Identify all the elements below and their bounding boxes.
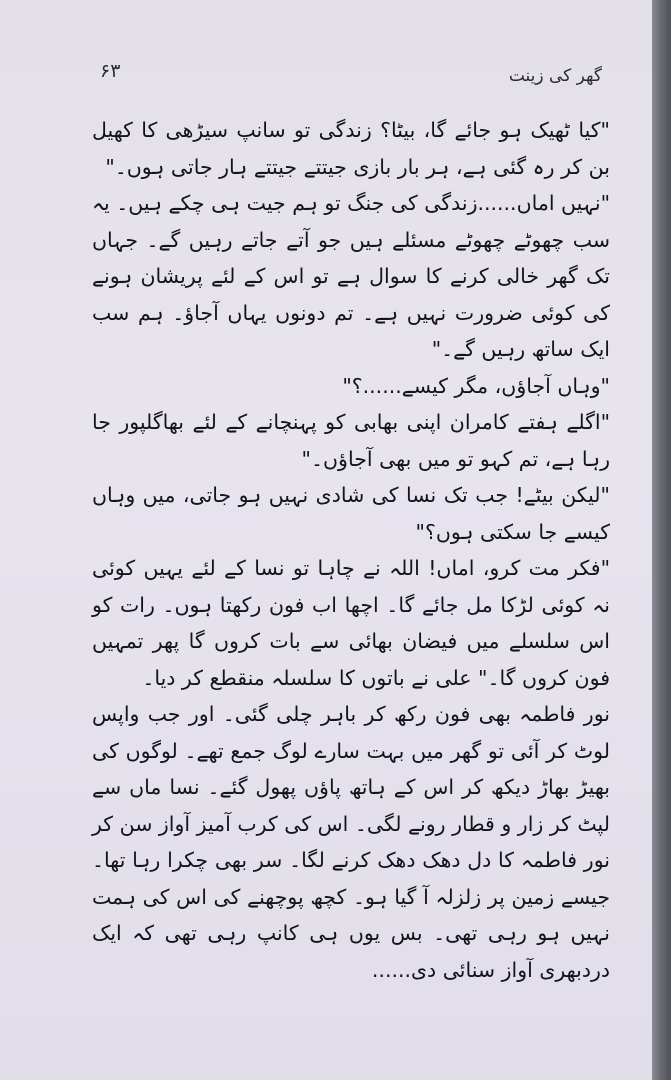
running-title: گھر کی زینت <box>508 66 602 86</box>
paragraph: "نہیں اماں......زندگی کی جنگ تو ہم جیت ہی چکے ہیں۔ یہ سب چھوٹے چھوٹے مسئلے ہیں جو آتے جاتے رہیں گے۔ جہاں تک گھر خالی کرنے کا سوال ہے تو اس کے لئے پریشان ہونے کی کوئی ضرورت نہیں ہے۔ تم دونوں یہاں آجاؤ۔ ہم سب ایک ساتھ رہیں گے۔" <box>91 191 610 361</box>
page-header <box>100 60 602 96</box>
page-number: ۶۳ <box>100 60 121 82</box>
paragraph: "کیا ٹھیک ہو جائے گا، بیٹا؟ زندگی تو سانپ سیڑھی کا کھیل بن کر رہ گئی ہے، ہر بار بازی جیتتے جیتتے ہار جاتی ہوں۔" <box>92 118 610 179</box>
paragraph: "وہاں آجاؤں، مگر کیسے......؟" <box>342 373 610 398</box>
paragraph: "اگلے ہفتے کامران اپنی بھابی کو پہنچانے کے لئے بھاگلپور جا رہا ہے، تم کہو تو میں بھی آجاؤں۔" <box>92 410 610 471</box>
paragraph: "فکر مت کرو، اماں! اللہ نے چاہا تو نسا کے لئے یہیں کوئی نہ کوئی لڑکا مل جائے گا۔ اچھا اب فون رکھتا ہوں۔ رات کو اس سلسلے میں فیضان بھائی سے بات کروں گا پھر تمہیں فون کروں گا۔" علی نے باتوں کا سلسلہ منقطع کر دیا۔ <box>92 556 610 690</box>
book-spine-edge <box>652 0 671 1080</box>
paragraph: نور فاطمہ بھی فون رکھ کر باہر چلی گئی۔ اور جب واپس لوٹ کر آئی تو گھر میں بہت سارے لوگ جمع تھے۔ لوگوں کی بھیڑ بھاڑ دیکھ کر اس کے ہاتھ پاؤں پھول گئے۔ نسا ماں سے لپٹ کر زار و قطار رونے لگی۔ اس کی کرب آمیز آواز سن کر نور فاطمہ کا دل دھک دھک کرنے لگا۔ سر بھی چکرا رہا تھا۔ جیسے زمین پر زلزلہ آ گیا ہو۔ کچھ پوچھنے کی اس کی ہمت نہیں ہو رہی تھی۔ بس یوں ہی کانپ رہی تھی کہ ایک دردبھری آواز سنائی دی...... <box>92 702 610 982</box>
paragraph: "لیکن بیٹے! جب تک نسا کی شادی نہیں ہو جاتی، میں وہاں کیسے جا سکتی ہوں؟" <box>92 483 610 544</box>
page-body <box>92 112 610 988</box>
